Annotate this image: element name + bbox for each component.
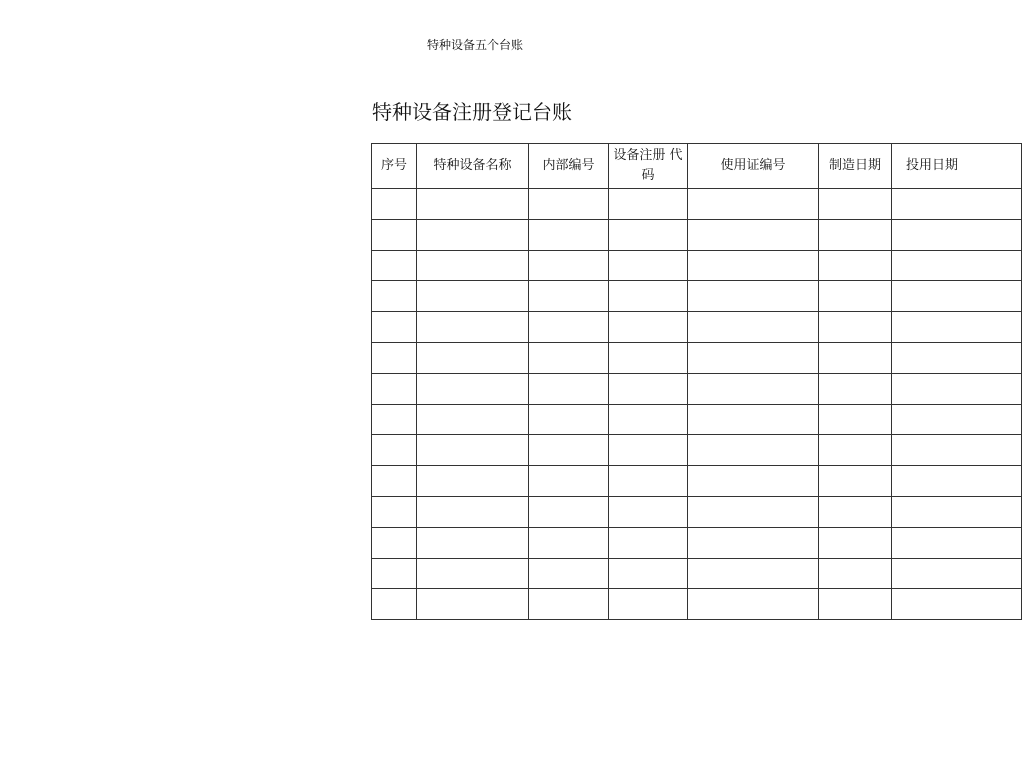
table-cell (892, 435, 1022, 466)
table-cell (819, 342, 892, 373)
table-cell (417, 189, 529, 220)
table-cell (417, 342, 529, 373)
table-cell (892, 250, 1022, 281)
table-body (372, 189, 1022, 620)
table-cell (688, 496, 819, 527)
column-header-internal-number: 内部编号 (529, 144, 609, 189)
table-cell (819, 373, 892, 404)
table-cell (892, 312, 1022, 343)
table-cell (609, 373, 688, 404)
table-cell (819, 404, 892, 435)
table-cell (372, 404, 417, 435)
table-cell (819, 219, 892, 250)
table-row (372, 189, 1022, 220)
table-row (372, 281, 1022, 312)
table-cell (892, 496, 1022, 527)
table-cell (688, 435, 819, 466)
table-cell (529, 558, 609, 589)
table-cell (372, 373, 417, 404)
table-cell (688, 250, 819, 281)
table-cell (892, 281, 1022, 312)
table-cell (609, 219, 688, 250)
column-header-index: 序号 (372, 144, 417, 189)
table-cell (417, 466, 529, 497)
table-row (372, 404, 1022, 435)
table-cell (688, 342, 819, 373)
table-cell (609, 342, 688, 373)
table-cell (892, 219, 1022, 250)
table-cell (688, 281, 819, 312)
table-cell (892, 189, 1022, 220)
table-row (372, 558, 1022, 589)
table-cell (372, 558, 417, 589)
column-header-commissioning-date: 投用日期 (892, 144, 1022, 189)
table-cell (372, 250, 417, 281)
table-cell (892, 589, 1022, 620)
table-cell (417, 558, 529, 589)
table-cell (609, 435, 688, 466)
table-cell (529, 589, 609, 620)
column-header-manufacture-date: 制造日期 (819, 144, 892, 189)
table-cell (688, 466, 819, 497)
table-cell (372, 312, 417, 343)
table-cell (688, 589, 819, 620)
column-header-equipment-name: 特种设备名称 (417, 144, 529, 189)
table-row (372, 466, 1022, 497)
table-cell (417, 496, 529, 527)
table-cell (372, 466, 417, 497)
table-cell (892, 527, 1022, 558)
table-cell (372, 589, 417, 620)
table-cell (819, 281, 892, 312)
table-cell (892, 342, 1022, 373)
table-row (372, 219, 1022, 250)
table-cell (529, 496, 609, 527)
table-cell (609, 250, 688, 281)
document-title: 特种设备注册登记台账 (372, 100, 572, 124)
table-cell (529, 189, 609, 220)
table-cell (819, 312, 892, 343)
table-cell (819, 558, 892, 589)
table-cell (892, 466, 1022, 497)
table-cell (372, 219, 417, 250)
table-cell (372, 527, 417, 558)
table-cell (688, 558, 819, 589)
table-cell (417, 373, 529, 404)
table-cell (529, 466, 609, 497)
table-row (372, 342, 1022, 373)
table-row (372, 527, 1022, 558)
table-cell (529, 281, 609, 312)
table-cell (417, 312, 529, 343)
ledger-table (371, 143, 1022, 620)
table-row (372, 373, 1022, 404)
table-cell (609, 281, 688, 312)
table-cell (688, 312, 819, 343)
table-cell (892, 373, 1022, 404)
table-row (372, 435, 1022, 466)
table-cell (892, 558, 1022, 589)
table-cell (819, 496, 892, 527)
table-cell (372, 189, 417, 220)
table-cell (688, 189, 819, 220)
table-cell (609, 189, 688, 220)
table-cell (372, 496, 417, 527)
table-cell (819, 589, 892, 620)
table-cell (417, 281, 529, 312)
table-row (372, 312, 1022, 343)
table-cell (688, 219, 819, 250)
table-row (372, 496, 1022, 527)
table-row (372, 589, 1022, 620)
table-cell (529, 250, 609, 281)
table-cell (417, 527, 529, 558)
table-cell (417, 219, 529, 250)
column-header-registration-code: 设备注册 代码 (609, 144, 688, 189)
table-cell (892, 404, 1022, 435)
table-cell (609, 496, 688, 527)
table-cell (372, 435, 417, 466)
table-cell (529, 373, 609, 404)
document-header: 特种设备五个台账 (427, 38, 524, 52)
table-cell (609, 466, 688, 497)
table-cell (819, 466, 892, 497)
table-header-row (372, 144, 1022, 189)
ledger-table-container (371, 143, 959, 618)
table-cell (609, 589, 688, 620)
table-cell (417, 435, 529, 466)
table-cell (529, 219, 609, 250)
table-row (372, 250, 1022, 281)
table-cell (819, 250, 892, 281)
table-cell (609, 312, 688, 343)
table-cell (609, 527, 688, 558)
table-cell (417, 589, 529, 620)
table-cell (688, 527, 819, 558)
table-cell (819, 435, 892, 466)
table-cell (819, 527, 892, 558)
table-cell (609, 404, 688, 435)
table-cell (417, 404, 529, 435)
table-cell (609, 558, 688, 589)
table-cell (819, 189, 892, 220)
table-cell (417, 250, 529, 281)
table-cell (688, 404, 819, 435)
table-cell (529, 312, 609, 343)
table-cell (372, 281, 417, 312)
column-header-certificate-number: 使用证编号 (688, 144, 819, 189)
table-cell (529, 527, 609, 558)
table-cell (372, 342, 417, 373)
table-cell (688, 373, 819, 404)
table-cell (529, 435, 609, 466)
table-cell (529, 404, 609, 435)
table-cell (529, 342, 609, 373)
